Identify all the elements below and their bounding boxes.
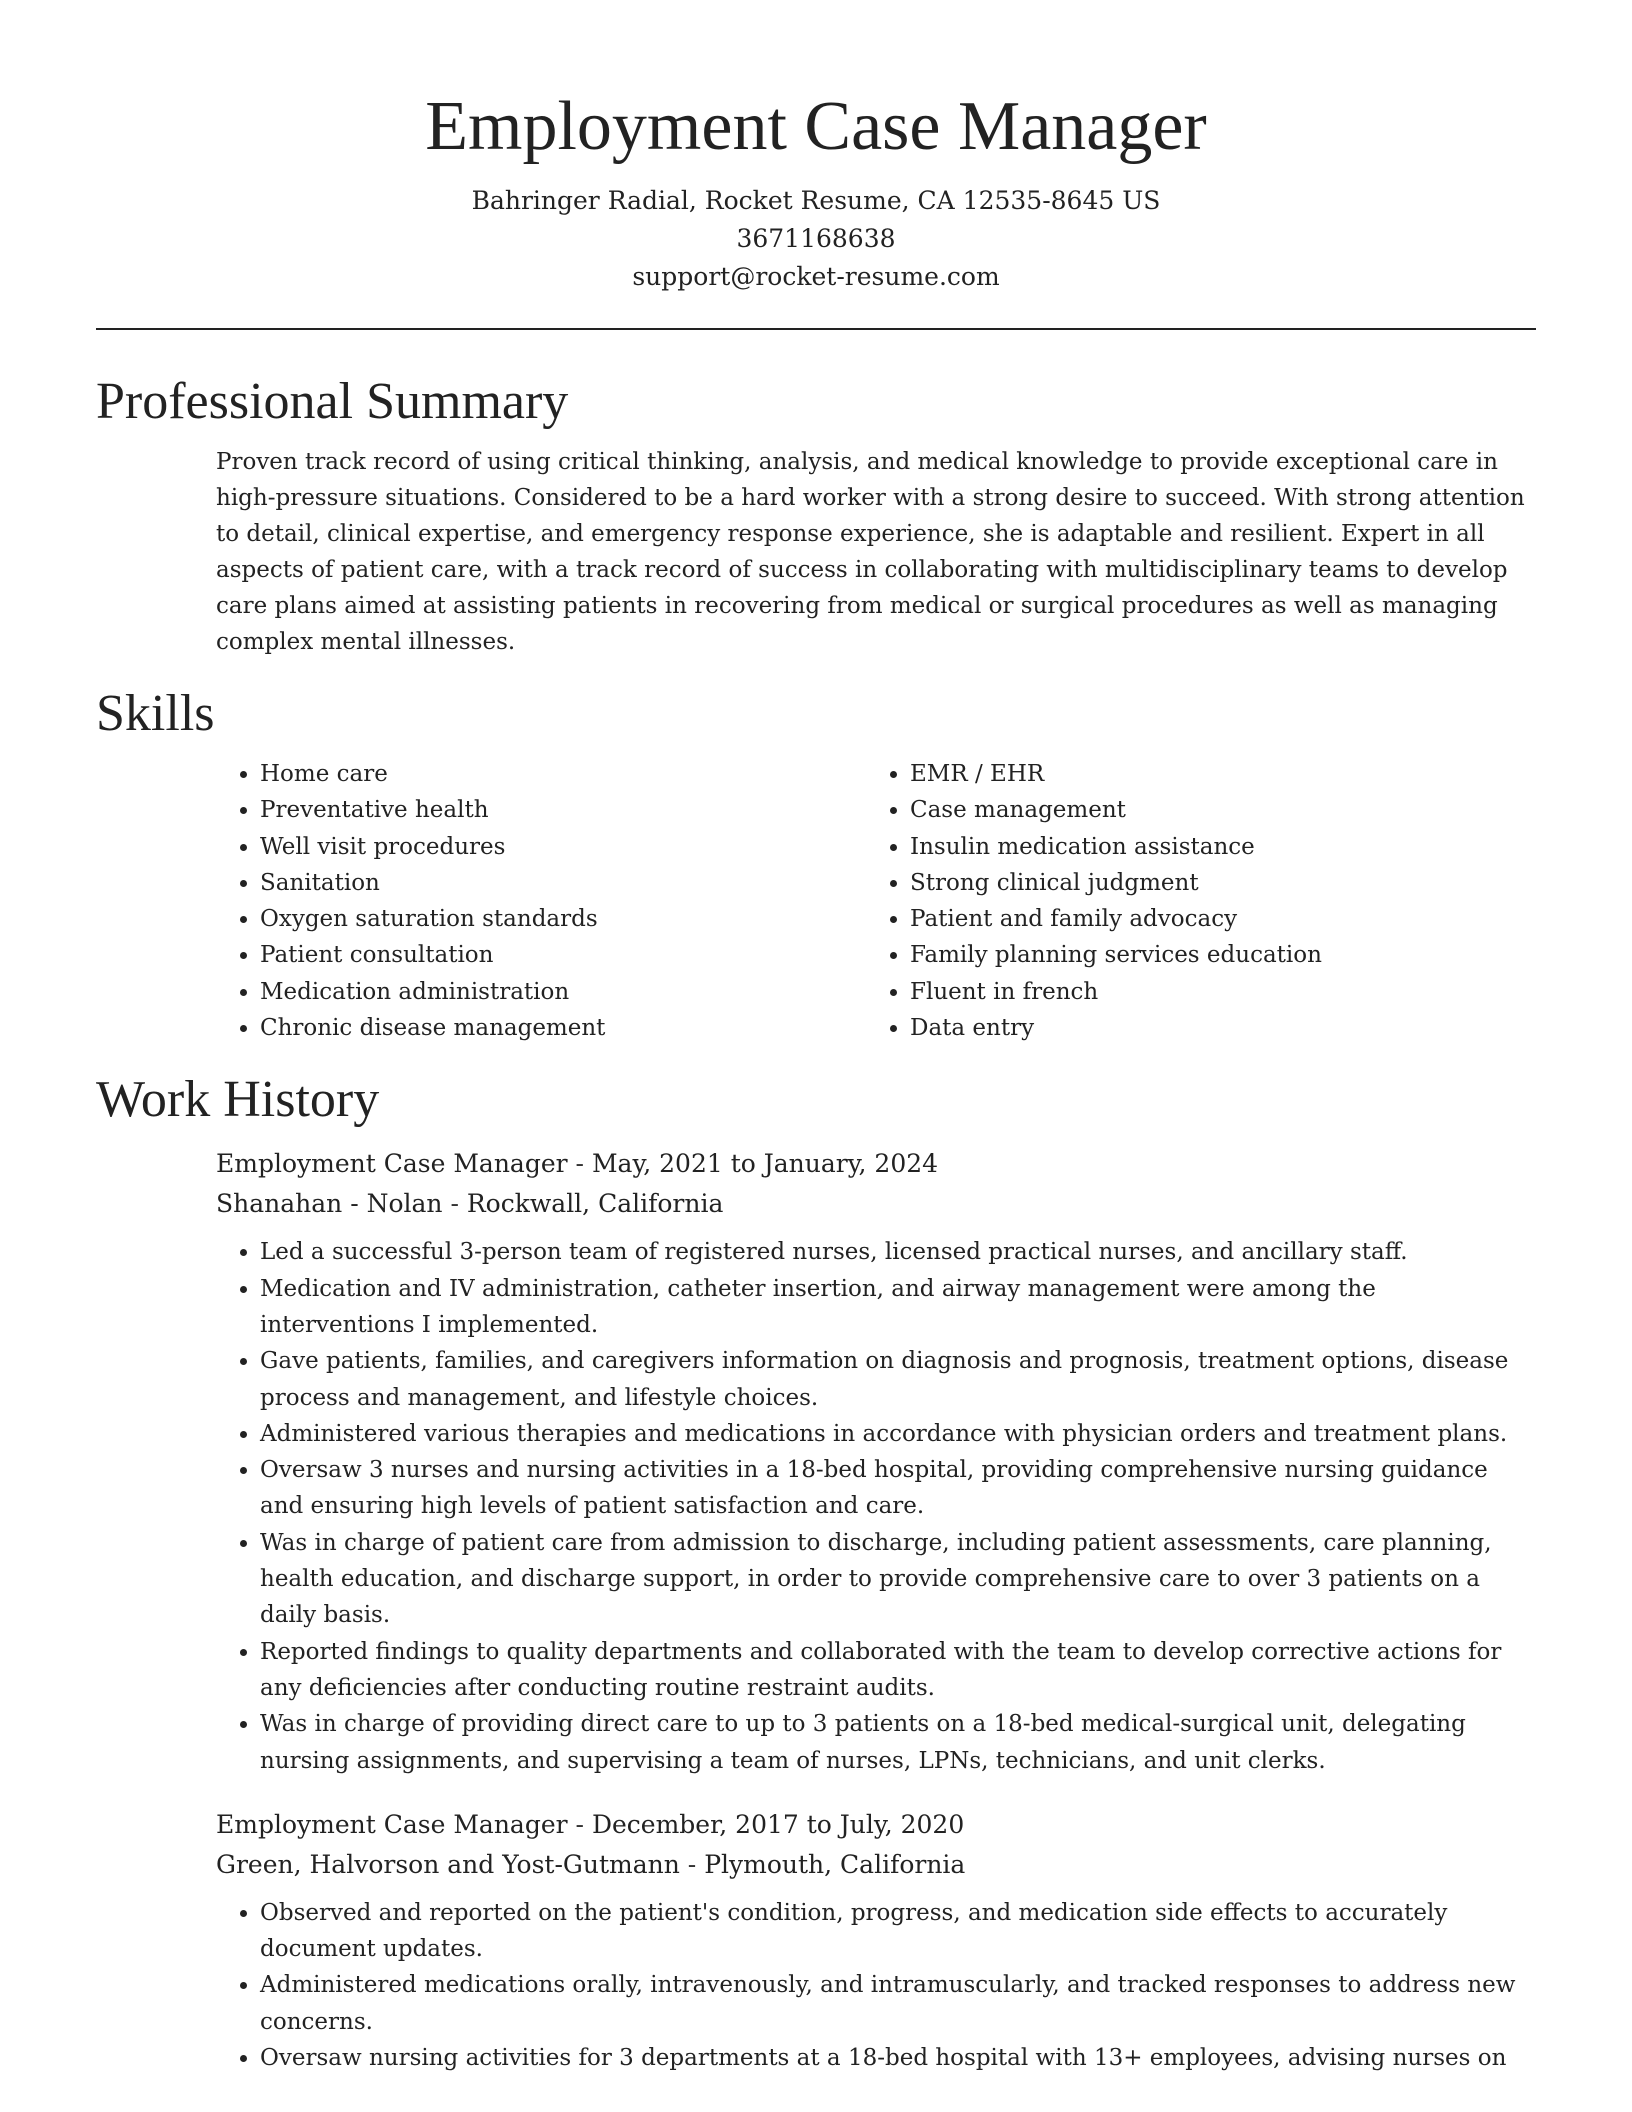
job-bullet: • Oversaw 3 nurses and nursing activities in a 18-bed hospital, providing comprehensive nursing guidance and ensuring high levels of patient satisfaction and care. xyxy=(260,1452,1536,1525)
job-bullet: • Was in charge of providing direct care to up to 3 patients on a 18-bed medical-surgical unit, delegating nursing assignments, and supervising a team of nurses, LPNs, technicians, and unit clerks. xyxy=(260,1706,1536,1779)
skill-item: • Insulin medication assistance xyxy=(910,829,1516,865)
job-bullet: • Gave patients, families, and caregivers information on diagnosis and prognosis, treatment options, disease process and management, and lifestyle choices. xyxy=(260,1343,1536,1416)
work-history-heading: Work History xyxy=(96,1071,380,1129)
summary-heading: Professional Summary xyxy=(96,373,569,430)
skill-item: • Chronic disease management xyxy=(260,1010,866,1046)
summary-text: Proven track record of using critical thinking, analysis, and medical knowledge to provide exceptional care in high-pressure situations. Considered to be a hard worker with a strong desire to succeed. With strong attention to detail, clinical expertise, and emergency response experience, she is adaptable and resilient. Expert in all aspects of patient care, with a track record of success in collaborating with multidisciplinary teams to develop care plans aimed at assisting patients in recovering from medical or surgical procedures as well as managing complex mental illnesses. xyxy=(216,449,1525,655)
skill-item: • Patient consultation xyxy=(260,937,866,973)
skills-column-left xyxy=(216,756,866,1046)
job-location: Rockwall, California xyxy=(466,1189,724,1219)
skill-item: • Case management xyxy=(910,792,1516,828)
job-bullets xyxy=(216,1234,1536,1778)
header-divider xyxy=(96,328,1536,330)
job-title: Employment Case Manager xyxy=(216,1149,568,1179)
job-company-line: Shanahan - Nolan - Rockwall, California xyxy=(216,1189,724,1219)
resume-header xyxy=(0,0,1632,296)
skill-item: • Family planning services education xyxy=(910,937,1516,973)
candidate-name: Employment Case Manager xyxy=(425,88,1207,165)
job-bullet: • Administered medications orally, intravenously, and intramuscularly, and tracked responses to address new concerns. xyxy=(260,1967,1536,2040)
contact-phone: 3671168638 xyxy=(736,224,896,253)
skill-item: • Data entry xyxy=(910,1010,1516,1046)
job-entry xyxy=(216,1144,1536,1778)
skill-item: • Oxygen saturation standards xyxy=(260,901,866,937)
job-company: Shanahan - Nolan xyxy=(216,1189,443,1219)
job-title-line: Employment Case Manager - May, 2021 to January, 2024 xyxy=(216,1149,939,1179)
job-bullet: • Medication and IV administration, catheter insertion, and airway management were among the interventions I implemented. xyxy=(260,1271,1536,1344)
job-entry xyxy=(216,1805,1536,2076)
job-bullet: • Observed and reported on the patient's condition, progress, and medication side effects to accurately document updates. xyxy=(260,1895,1536,1968)
skills-heading: Skills xyxy=(96,685,215,742)
job-company-line: Green, Halvorson and Yost-Gutmann - Plymouth, California xyxy=(216,1849,966,1879)
skill-item: • Well visit procedures xyxy=(260,829,866,865)
skill-item: • Preventative health xyxy=(260,792,866,828)
job-dates: May, 2021 to January, 2024 xyxy=(591,1149,939,1179)
skill-item: • EMR / EHR xyxy=(910,756,1516,792)
skill-item: • Home care xyxy=(260,756,866,792)
job-title: Employment Case Manager xyxy=(216,1809,568,1839)
skills-column-right xyxy=(866,756,1516,1046)
skill-item: • Patient and family advocacy xyxy=(910,901,1516,937)
job-bullet: • Led a successful 3-person team of registered nurses, licensed practical nurses, and ancillary staff. xyxy=(260,1234,1536,1270)
job-company: Green, Halvorson and Yost-Gutmann xyxy=(216,1849,680,1879)
job-location: Plymouth, California xyxy=(704,1849,966,1879)
job-bullet: • Oversaw nursing activities for 3 departments at a 18-bed hospital with 13+ employees, advising nurses on xyxy=(260,2040,1536,2076)
job-title-line: Employment Case Manager - December, 2017 to July, 2020 xyxy=(216,1809,965,1839)
skill-item: • Fluent in french xyxy=(910,974,1516,1010)
job-bullets xyxy=(216,1895,1536,2076)
job-dates: December, 2017 to July, 2020 xyxy=(591,1809,965,1839)
job-bullet: • Was in charge of patient care from admission to discharge, including patient assessments, care planning, health education, and discharge support, in order to provide comprehensive care to over 3 patients on a daily basis. xyxy=(260,1525,1536,1634)
contact-address: Bahringer Radial, Rocket Resume, CA 12535-8645 US xyxy=(471,186,1161,215)
contact-email: support@rocket-resume.com xyxy=(632,262,1000,291)
job-bullet: • Reported findings to quality departments and collaborated with the team to develop corrective actions for any deficiencies after conducting routine restraint audits. xyxy=(260,1634,1536,1707)
job-bullet: • Administered various therapies and medications in accordance with physician orders and treatment plans. xyxy=(260,1416,1536,1452)
skill-item: • Medication administration xyxy=(260,974,866,1010)
skill-item: • Sanitation xyxy=(260,865,866,901)
skill-item: • Strong clinical judgment xyxy=(910,865,1516,901)
skills-list xyxy=(216,756,1536,1046)
